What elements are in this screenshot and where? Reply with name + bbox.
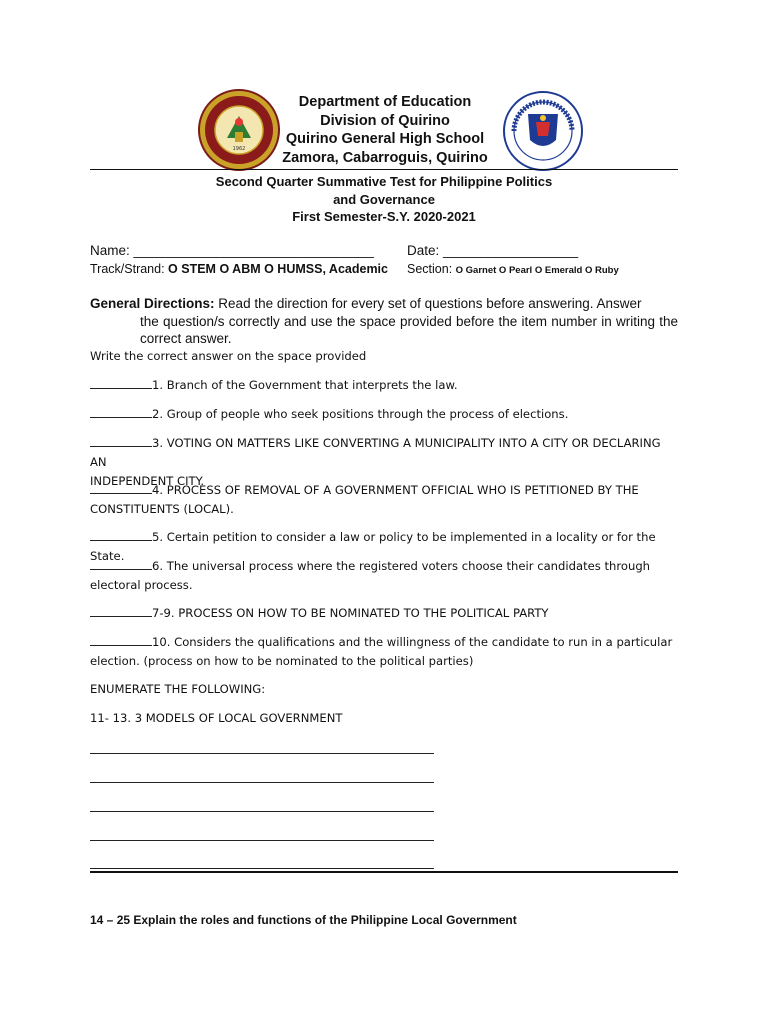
directions-text-2: the question/s correctly and use the space provided before the item number in writing the correct answer. xyxy=(140,313,678,346)
school-name: Quirino General High School xyxy=(285,131,485,147)
directions-label: General Directions: xyxy=(90,296,215,311)
answer-blank[interactable] xyxy=(90,434,152,447)
division-name: Division of Quirino xyxy=(320,112,450,129)
test-title xyxy=(90,173,678,226)
track-strand-field[interactable] xyxy=(90,262,388,276)
answer-line[interactable] xyxy=(90,782,434,783)
answer-blank[interactable] xyxy=(90,405,152,418)
general-directions xyxy=(90,295,678,348)
question-7-9: 7-9. PROCESS ON HOW TO BE NOMINATED TO THE POLITICAL PARTY xyxy=(90,604,678,623)
answer-blank[interactable] xyxy=(90,528,152,541)
answer-line[interactable] xyxy=(90,840,434,841)
answer-blank[interactable] xyxy=(90,633,152,646)
answer-line[interactable] xyxy=(90,868,434,869)
track-options[interactable]: O STEM O ABM O HUMSS, Academic xyxy=(168,262,388,276)
answer-line[interactable] xyxy=(90,753,434,754)
enumerate-heading: ENUMERATE THE FOLLOWING: xyxy=(90,682,266,696)
directions-text-1: Read the direction for every set of questions before answering. Answer xyxy=(214,296,642,311)
answer-blank[interactable] xyxy=(90,604,152,617)
school-address: Zamora, Cabarroguis, Quirino xyxy=(282,149,488,166)
answer-blank[interactable] xyxy=(90,481,152,494)
instruction: Write the correct answer on the space provided xyxy=(90,349,367,363)
answer-line[interactable] xyxy=(90,811,434,812)
question-4: 4. PROCESS OF REMOVAL OF A GOVERNMENT OFFICIAL WHO IS PETITIONED BY THE CONSTITUENTS (LOCAL). xyxy=(90,483,639,516)
section-field[interactable] xyxy=(407,262,619,276)
question-2: 2. Group of people who seek positions through the process of elections. xyxy=(90,405,678,424)
section-options[interactable]: O Garnet O Pearl O Emerald O Ruby xyxy=(455,265,619,276)
test-title-line1: Second Quarter Summative Test for Philippine Politics xyxy=(215,174,553,189)
seal-year: 1962 xyxy=(232,146,246,152)
name-field[interactable]: Name: ________________________________ xyxy=(90,243,374,258)
test-title-line3: First Semester-S.Y. 2020-2021 xyxy=(292,209,476,224)
letterhead xyxy=(240,93,530,167)
test-title-line2: and Governance xyxy=(333,191,435,207)
question-1: 1. Branch of the Government that interprets the law. xyxy=(90,376,678,395)
question-10: 10. Considers the qualifications and the willingness of the candidate to run in a particular election. (process on how to be nominated to the political parties) xyxy=(90,635,673,668)
answer-blank[interactable] xyxy=(90,376,152,389)
enumerate-item: 11- 13. 3 MODELS OF LOCAL GOVERNMENT xyxy=(90,711,343,725)
question-6: 6. The universal process where the registered voters choose their candidates through electoral process. xyxy=(90,559,651,592)
question-3: 3. VOTING ON MATTERS LIKE CONVERTING A MUNICIPALITY INTO A CITY OR DECLARING AN INDEPENDENT CITY. xyxy=(90,436,661,488)
header-divider xyxy=(90,169,678,170)
track-label: Track/Strand: xyxy=(90,262,169,276)
section-label: Section: xyxy=(407,262,456,276)
date-field[interactable]: Date: __________________ xyxy=(407,243,579,258)
essay-prompt: 14 – 25 Explain the roles and functions of the Philippine Local Government xyxy=(90,913,517,927)
section-divider xyxy=(90,871,678,873)
department-name: Department of Education xyxy=(298,94,472,110)
answer-blank[interactable] xyxy=(90,557,152,570)
question-5: 5. Certain petition to consider a law or policy to be implemented in a locality or for the State. xyxy=(90,530,656,563)
